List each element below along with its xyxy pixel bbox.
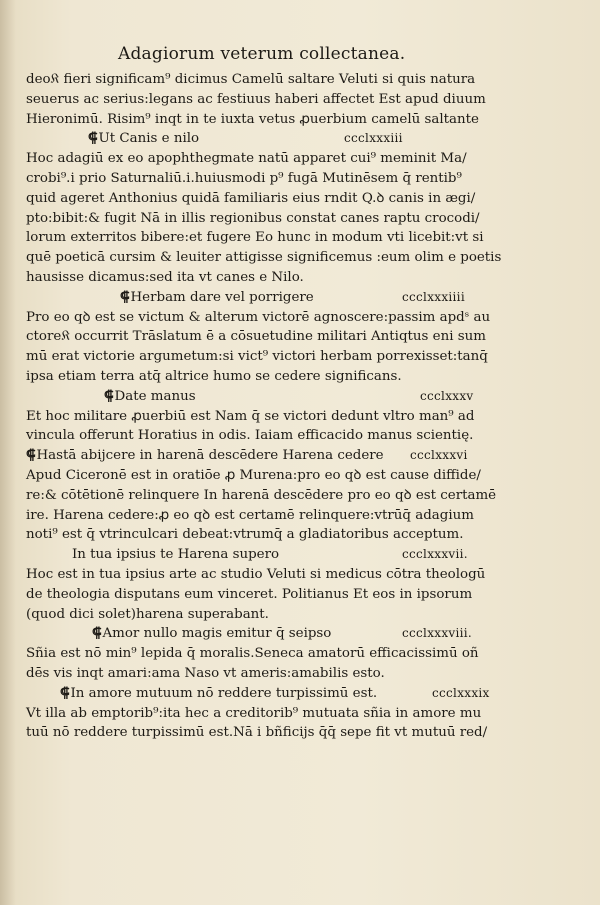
line-text: Hieronimū. Risim⁹ inqt in te iuxta vetus ꝓuerbium camelū saltante bbox=[26, 111, 479, 127]
paragraph-mark-icon: ⸿ bbox=[26, 447, 36, 464]
line-text: tuū nō reddere turpissimū est.Nā i bñficijs q̄q̄ sepe fit vt mutuū red/ bbox=[26, 725, 488, 741]
text-line bbox=[26, 605, 526, 625]
text-line bbox=[26, 288, 526, 308]
line-text: (quod dici solet)harena superabant. bbox=[26, 606, 269, 622]
line-text: In amore mutuum nō reddere turpissimū est. bbox=[70, 685, 378, 701]
line-text: Vt illa ab emptorib⁹:ita hec a creditorib⁹ mutuata sñia in amore mu bbox=[26, 705, 482, 721]
line-text: ire. Harena cedere:ꝓ eo qꝺ est certamē relinquere:vtrūq̄ adagium bbox=[26, 507, 474, 523]
paragraph-mark-icon: ⸿ bbox=[104, 387, 114, 404]
text-line bbox=[26, 644, 526, 664]
text-line bbox=[26, 228, 526, 248]
adage-number: ccclxxxiii bbox=[344, 131, 403, 146]
text-line bbox=[26, 545, 526, 565]
line-text: quid ageret Anthonius quidā familiaris eius rndit Q.ꝺ canis in ægi/ bbox=[26, 190, 476, 206]
line-text: Hastā abijcere in harenā descēdere Harena cedere bbox=[36, 448, 384, 464]
text-line bbox=[26, 268, 526, 288]
text-line bbox=[26, 110, 526, 130]
text-line bbox=[26, 129, 526, 149]
paragraph-mark-icon: ⸿ bbox=[120, 288, 130, 305]
text-line bbox=[26, 585, 526, 605]
line-text: Apud Ciceronē est in oratiōe ꝓ Murena:pro eo qꝺ est cause diffide/ bbox=[26, 467, 481, 483]
line-text: Sñia est nō min⁹ lepida q̄ moralis.Seneca amatorū efficacissimū oñ bbox=[26, 646, 479, 662]
text-line bbox=[26, 684, 526, 704]
line-text: Ut Canis e nilo bbox=[98, 131, 200, 147]
adage-number: ccclxxxv bbox=[420, 388, 474, 403]
text-line bbox=[26, 387, 526, 407]
line-text: re:& cōtētionē relinquere In harenā descēdere pro eo qꝺ est certamē bbox=[26, 487, 497, 503]
line-text: mū erat victorie argumetum:si vict⁹ victori herbam porrexisset:tanq̄ bbox=[26, 349, 488, 365]
binding-shadow bbox=[0, 0, 16, 905]
text-line bbox=[26, 169, 526, 189]
line-text: dēs vis inqt amari:ama Naso vt ameris:amabilis esto. bbox=[26, 665, 385, 681]
text-line bbox=[26, 209, 526, 229]
text-line bbox=[26, 446, 526, 466]
line-text: pto:bibit:& fugit Nā in illis regionibus constat canes raptu crocodi/ bbox=[26, 210, 480, 226]
adage-number: ccclxxxix bbox=[432, 685, 490, 700]
text-line bbox=[26, 506, 526, 526]
line-text: Amor nullo magis emitur q̄ seipso bbox=[102, 626, 332, 642]
line-text: crobi⁹.i prio Saturnaliū.i.huiusmodi p⁹ fugā Mutinēsem q̄ rentib⁹ bbox=[26, 170, 462, 186]
line-text: Pro eo qꝺ est se victum & alterum victorē agnoscere:passim apdˢ au bbox=[26, 309, 491, 325]
text-line bbox=[26, 525, 526, 545]
text-line bbox=[26, 149, 526, 169]
line-text: Date manus bbox=[114, 388, 196, 404]
text-line bbox=[26, 70, 526, 90]
text-line bbox=[26, 723, 526, 743]
text-line bbox=[26, 367, 526, 387]
line-text: In tua ipsius te Harena supero bbox=[72, 547, 280, 563]
line-text: lorum exterritos bibere:et fugere Eo hunc in modum vti licebit:vt si bbox=[26, 230, 484, 246]
line-text: seuerus ac serius:legans ac festiuus haberi affectet Est apud diuum bbox=[26, 91, 486, 107]
line-text: Herbam dare vel porrigere bbox=[130, 289, 314, 305]
text-line bbox=[26, 664, 526, 684]
adage-number: ccclxxxvii. bbox=[402, 547, 468, 562]
line-text: de theologia disputans eum vinceret. Politianus Et eos in ipsorum bbox=[26, 586, 473, 602]
adage-number: ccclxxxvi bbox=[410, 448, 468, 463]
text-line bbox=[26, 327, 526, 347]
line-text: Hoc est in tua ipsius arte ac studio Veluti si medicus cōtra theologū bbox=[26, 566, 486, 582]
line-text: hausisse dicamus:sed ita vt canes e Nilo. bbox=[26, 269, 304, 285]
line-text: Et hoc militare ꝓuerbiū est Nam q̄ se victori dedunt vltro man⁹ ad bbox=[26, 408, 475, 424]
adage-number: ccclxxxviii. bbox=[402, 626, 473, 641]
line-text: deo𝔎 fieri significam⁹ dicimus Camelū saltare Veluti si quis natura bbox=[26, 72, 476, 87]
text-body bbox=[26, 70, 526, 743]
paragraph-mark-icon: ⸿ bbox=[60, 684, 70, 701]
text-line bbox=[26, 189, 526, 209]
line-text: quē poeticā cursim & leuiter attigisse significemus :eum olim e poetis bbox=[26, 250, 502, 266]
line-text: ipsa etiam terra atq̄ altrice humo se cedere significans. bbox=[26, 368, 402, 384]
running-header: Adagiorum veterum collectanea. bbox=[118, 44, 406, 64]
line-text: noti⁹ est q̄ vtrinculcari debeat:vtrumq̄ a gladiatoribus acceptum. bbox=[26, 527, 464, 543]
paragraph-mark-icon: ⸿ bbox=[92, 625, 102, 642]
line-text: ctore𝔎 occurrit Trāslatum ē a cōsuetudine militari Antiqtus eni sum bbox=[26, 329, 486, 345]
paragraph-mark-icon: ⸿ bbox=[88, 130, 98, 147]
text-line bbox=[26, 486, 526, 506]
text-line bbox=[26, 704, 526, 724]
line-text: vincula offerunt Horatius in odis. Iaiam efficacido manus scientię. bbox=[26, 428, 474, 444]
text-line bbox=[26, 308, 526, 328]
line-text: Hoc adagiū ex eo apophthegmate natū apparet cui⁹ meminit Ma/ bbox=[26, 151, 467, 167]
text-line bbox=[26, 407, 526, 427]
text-line bbox=[26, 426, 526, 446]
text-line bbox=[26, 466, 526, 486]
adage-number: ccclxxxiiii bbox=[402, 289, 465, 304]
text-line bbox=[26, 565, 526, 585]
text-line bbox=[26, 248, 526, 268]
text-line bbox=[26, 347, 526, 367]
text-line bbox=[26, 624, 526, 644]
text-line bbox=[26, 90, 526, 110]
